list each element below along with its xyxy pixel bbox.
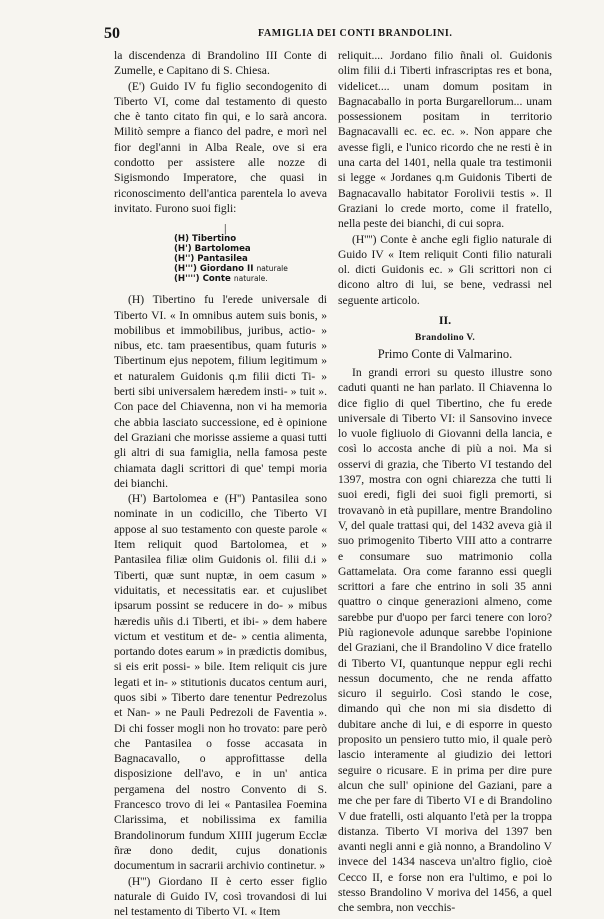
paragraph: (E') Guido IV fu figlio secondogenito di Tiberto VI, come dal testamento di questo che è tanto citato fin qui, e lo sarà ancora. Militò sempre a fianco del padre, e morì nel fior degl'anni in Alba Reale, ove si era condotto per assistere alle nozze di Sigismondo Imperatore, che quasi in riconoscimento dell'antica parentela lo aveva invitato. Furono suoi figli: <box>114 79 327 215</box>
running-head: FAMIGLIA DEI CONTI BRANDOLINI. <box>258 28 453 39</box>
section-name: Brandolino V. <box>414 333 476 344</box>
paragraph: reliquit.... Jordano filio ñnali ol. Guidonis olim filii d.i Tiberti infrascriptas res et bona, videlicet.... unam domum positam in Bagnacaballo in porta Burgarellorum... unam possessionem positam in territorio Bagnacavalli ec. ec. ec. ». Non appare che avesse figli, e l'unico ricordo che ne resti è in una carta del 1401, nella quale tra testimonii si legge « Jordanes q.m Guidonis Tiberti de Bagnacavallo habitator Forolivii testis ». Il Graziani lo crede morto, come il fratello, nella peste dei bianchi, di cui sopra. <box>338 49 552 231</box>
tree-entry-note: naturale <box>256 264 288 274</box>
left-column <box>114 48 327 919</box>
family-tree <box>174 223 327 284</box>
paragraph: In grandi errori su questo illustre sono caduti quanti ne han parlato. Il Chiavenna lo dice figlio di quel Tibertino, che fu erede universale di Tiberto VI: il Sansovino invece lo vuole figliuolo di Giovanni della lancia, e così lo accosta anche di più a noi. Ma si osservi di grazia, che Tiberto VI testando del 1397, mostra con ogni chiarezza che tutti li suoi eredi, figli dei suoi figli premorti, si trovavanò in età pupillare, mentre Brandolino V, del quale trattasi qui, del 1432 aveva già il suo primogenito Tiberto VIII atto a contrarre e consumare suo matrimonio colla Gattamelata. Ora come faranno essi quegli scrittori a fare che entrino in soli 35 anni quattro o cinque generazioni almeno, come sarebbe pur d'uopo per farci tenere con loro? Più ragionevole adunque sarebbe l'opinione del Graziani, che il Brandolino V dice fratello di Tiberto VI, quantunque neppur egli rechi nessun documento, che ne renda affatto sicuro il seguirlo. Così stando le cose, dimando quì che non mi sia disdetto di dubitare anche di lui, e di esporre in questo proposito un pensiero tutto mio, il quale però lascio interamente al giudizio dei lettori seguire o ricusare. E in prima per dire pure alcun che sull' opinione del Gaziani, pare a me che per fare di Tiberto VI e di Brandolino V due fratelli, osti alquanto l'età per la troppa distanza. Tiberto VI moriva del 1397 ben avanti negli anni e già nonno, a Brandolino V invece del 1434 nasceva un'altro figlio, cioè Cecco II, e forse non era l'ultimo, e poi lo stesso Brandolino V moriva del 1456, a quel che sembra, non vecchis- <box>338 365 552 915</box>
tree-entry <box>174 274 327 284</box>
paragraph: (H') Bartolomea e (H'') Pantasilea sono nominate in un codicillo, che Tiberto VI appose al suo testamento con queste parole « Item reliquit quod Bartolomea, et » Pantasilea filiæ olim Guidonis ol. filii d.i » Tiberti, quæ sunt nuptæ, in oem casum » viduitatis, et necessitatis ear. et cujuslibet ipsarum possint se reducere in do- » mibus hæredis uñis d.i Tiberti, et ibi- » dem habere victum et vestitum et de- » centia alimenta, portando dotes earum » in prædictis domibus, si eis erit possi- » bile. Item reliquit cis jure legati et in- » stitutionis ducatos centum auri, quos sibi » Tiberto dare tenentur Pedrezolus et Nan- » ne Pauli Pedrezoli de Faventia ». Di chi fosser mogli non ho trovato: pare però che Pantasilea o fosse accasata in Bagnacavallo, o approfittasse della disposizione dell'avo, e in un' antica pergamena del nostro Convento di S. Francesco trovo di lei « Pantasilea Foemina Clarissima, et nobilissima ex familia Brandolinorum fundum XIIII jugerum Ecclæ ñræ dono dedit, cujus donationis documentum in sacrarii archivio continetur. » <box>114 492 327 873</box>
tree-entry <box>174 264 327 274</box>
tree-stem: | <box>224 221 227 236</box>
section-number: II. <box>438 313 452 328</box>
page-number: 50 <box>104 25 120 42</box>
tree-entry-name: (H'''') Conte <box>174 274 231 285</box>
right-column <box>338 48 552 916</box>
section-title: Primo Conte di Valmarino. <box>377 346 513 361</box>
paragraph: (H'''') Conte è anche egli figlio naturale di Guido IV « Item reliquit Conti filio naturali ol. dicti Guidonis ec. » Gli scrittori non ci dicono altro di lui, se bene, vedrassi nel seguente articolo. <box>338 232 552 307</box>
paragraph: (H''') Giordano II è certo esser figlio naturale di Guido IV, così trovandosi di lui nel testamento di Tiberto VI. « Item <box>114 874 327 919</box>
tree-entry: (H') Bartolomea <box>174 244 251 255</box>
paragraph: la discendenza di Brandolino III Conte di Zumelle, e Capitano di S. Chiesa. <box>114 49 327 78</box>
tree-entry-note: naturale. <box>233 274 268 284</box>
tree-entry: (H'') Pantasilea <box>174 254 248 265</box>
paragraph: (H) Tibertino fu l'erede universale di Tiberto VI. « In omnibus autem suis bonis, » mobilibus et immobilibus, juribus, actio- » nibus, etc. tam praesentibus, quam futuris » Tibertinum ejus nepotem, filium legitimum » et naturalem Guidonis q.m filii dicti Ti- » berti sibi universalem hæredem insti- » tuit ». Con pace del Chiavenna, non vi ha memoria che abbia lasciato successione, ed è opinione del Graziani che morisse assieme a quasi tutti gli altri di sua famiglia, nella famosa peste chiamata dagli scrittori di que' tempi moria dei bianchi. <box>114 293 327 490</box>
tree-entry: (H) Tibertino <box>174 234 237 245</box>
tree-entry-name: (H''') Giordano II <box>174 264 254 275</box>
